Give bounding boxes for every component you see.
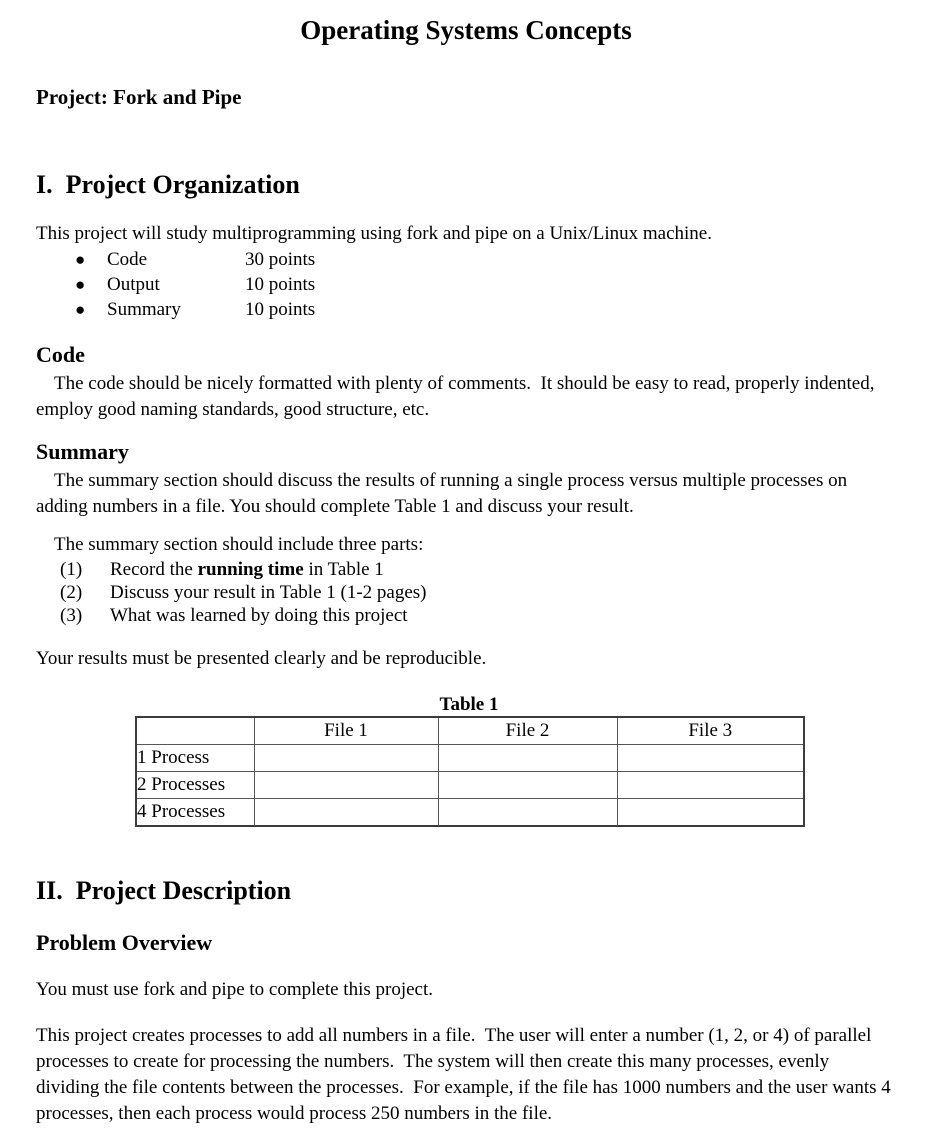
grading-points: 10 points (245, 299, 316, 320)
item-number: (2) (60, 582, 83, 603)
header-cell-file-1: File 1 (254, 717, 438, 745)
item-text: Discuss your result in Table 1 (1-2 pages) (110, 582, 427, 603)
item-number: (1) (60, 559, 83, 580)
data-cell (254, 799, 438, 827)
data-cell (438, 799, 617, 827)
data-cell (617, 772, 804, 799)
grading-label: Summary (107, 299, 181, 320)
grading-list (36, 247, 896, 322)
item-text-bold: running time (197, 559, 304, 580)
summary-heading: Summary (36, 439, 129, 464)
results-note: Your results must be presented clearly and be reproducible. (36, 648, 487, 669)
table-row (136, 745, 804, 772)
bullet-icon: ● (75, 275, 86, 294)
problem-overview-heading: Problem Overview (36, 930, 213, 955)
item-text: What was learned by doing this project (110, 605, 408, 626)
data-cell (254, 745, 438, 772)
summary-paragraph: The summary section should discuss the results of running a single process versus multiple processes on adding numbers in a file. You should complete Table 1 and discuss your result. (36, 470, 852, 517)
table-row (136, 799, 804, 827)
summary-part-3 (60, 604, 896, 627)
table-1-caption: Table 1 (439, 694, 499, 715)
header-cell-file-2: File 2 (438, 717, 617, 745)
section-1-heading: I. Project Organization (36, 170, 300, 199)
grading-label: Output (107, 274, 160, 295)
project-subtitle: Project: Fork and Pipe (36, 85, 242, 109)
table-row (136, 772, 804, 799)
grading-points: 30 points (245, 249, 316, 270)
section-1-intro: This project will study multiprogramming using fork and pipe on a Unix/Linux machine. (36, 223, 712, 244)
item-text-pre: Record the (110, 559, 198, 580)
item-number: (3) (60, 605, 83, 626)
summary-parts-list (36, 558, 896, 627)
summary-part-1 (60, 558, 896, 581)
row-label-cell: 4 Processes (136, 799, 254, 827)
grading-points: 10 points (245, 274, 316, 295)
grading-item-code (75, 247, 896, 272)
doc-title: Operating Systems Concepts (300, 15, 632, 45)
item-text (110, 558, 384, 581)
grading-item-summary (75, 297, 896, 322)
summary-part-2 (60, 581, 896, 604)
bullet-icon: ● (75, 250, 86, 269)
data-cell (617, 745, 804, 772)
data-cell (254, 772, 438, 799)
row-label-cell: 1 Process (136, 745, 254, 772)
table-1 (135, 716, 805, 827)
data-cell (438, 745, 617, 772)
data-cell (438, 772, 617, 799)
grading-item-output (75, 272, 896, 297)
code-paragraph: The code should be nicely formatted with plenty of comments. It should be easy to read, properly indented, employ good naming standards, good structure, etc. (36, 373, 880, 420)
data-cell (617, 799, 804, 827)
summary-parts-intro: The summary section should include three parts: (54, 534, 424, 555)
row-label-cell: 2 Processes (136, 772, 254, 799)
overview-paragraph-2: This project creates processes to add all numbers in a file. The user will enter a number (1, 2, or 4) of parallel processes to create for processing the numbers. The system will then create this many processes, evenly dividing the file contents between the processes. For example, if the file has 1000 numbers and the user wants 4 processes, then each process would process 250 numbers in the file. (36, 1025, 896, 1124)
table-header-row (136, 717, 804, 745)
item-text-post: in Table 1 (303, 559, 384, 580)
table-1-container (135, 695, 803, 827)
grading-label: Code (107, 249, 148, 270)
bullet-icon: ● (75, 300, 86, 319)
header-cell-blank (136, 717, 254, 745)
header-cell-file-3: File 3 (617, 717, 804, 745)
overview-paragraph-1: You must use fork and pipe to complete this project. (36, 979, 434, 1000)
code-heading: Code (36, 342, 85, 367)
section-2-heading: II. Project Description (36, 876, 292, 905)
